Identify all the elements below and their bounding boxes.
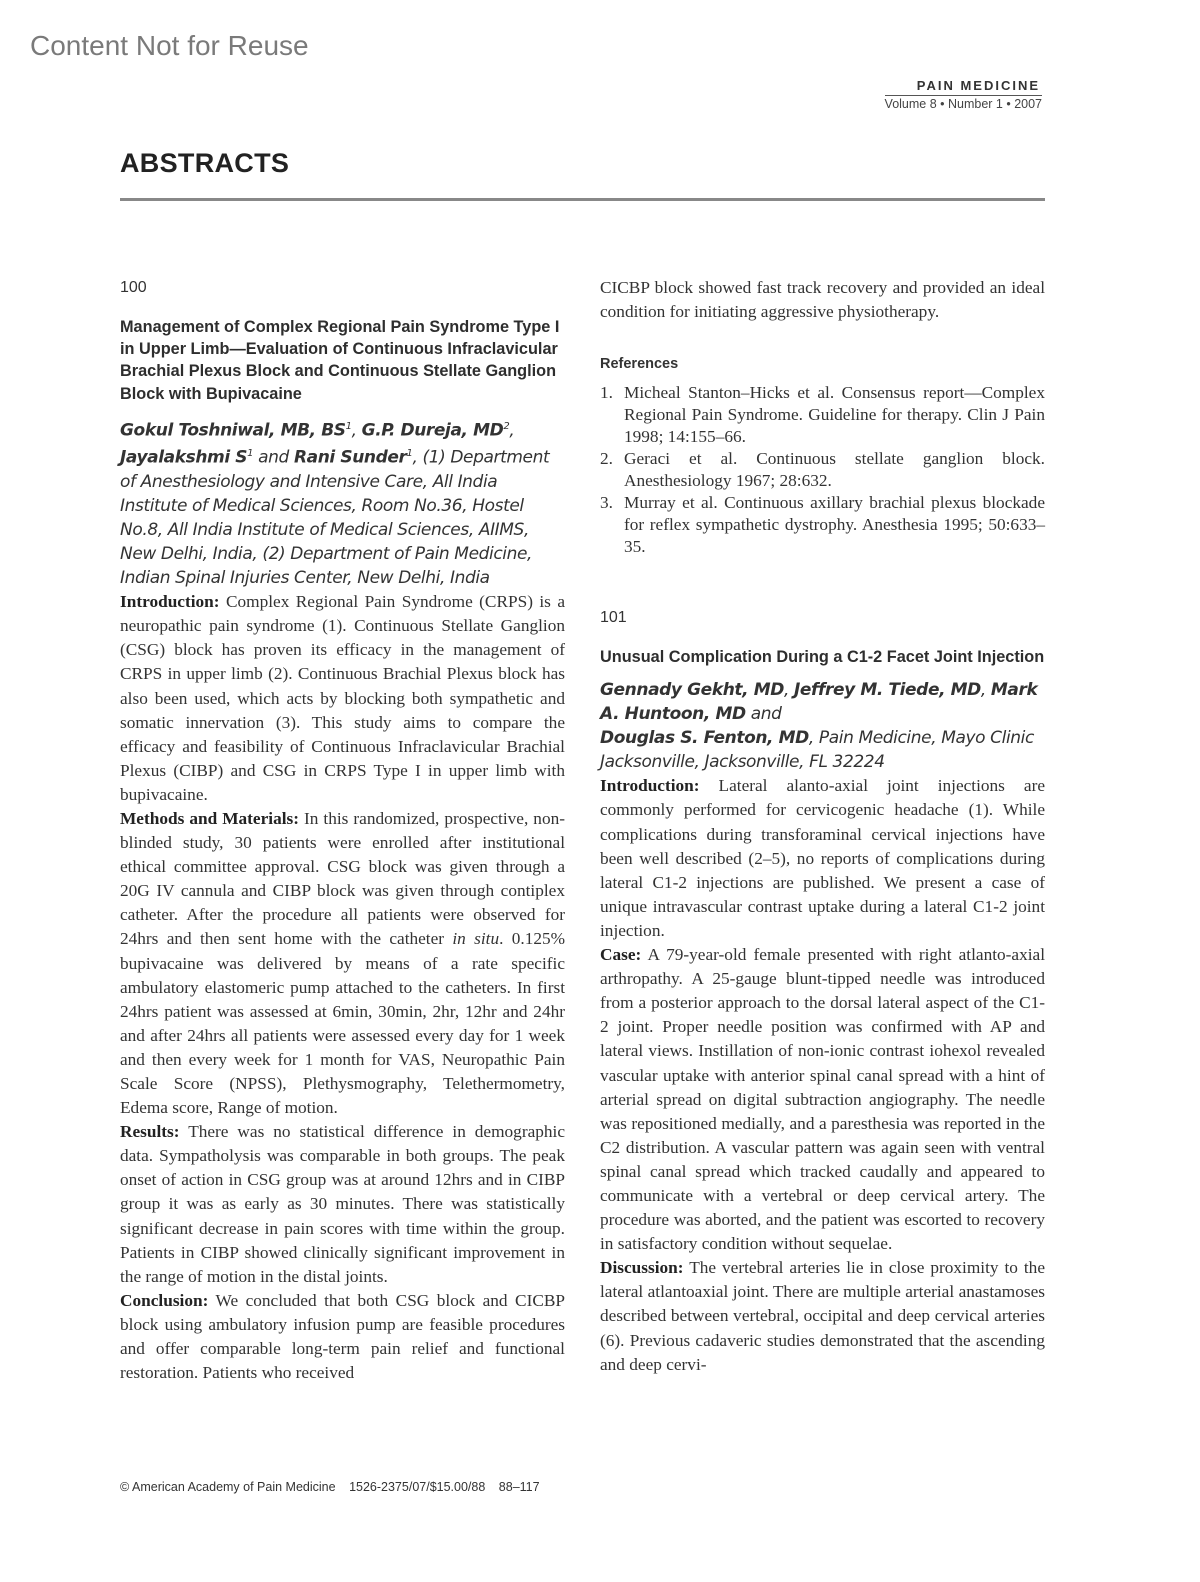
author-name: Jayalakshmi S (120, 448, 248, 469)
author-name: Gennady Gekht, MD (600, 680, 784, 701)
section-text: . 0.125% bupivacaine was delivered by means of a rate specific ambulatory elastomeric pump attached to the catheters. In first 24hrs patient was assessed at 6min, 30min, 2hr, 12hr and 24hr and after 24hrs all patients were assessed every day for 1 week and then every week for 1 month for VAS, Neuropathic Pain Scale Score (NPSS), Plethysmography, Telethermometry, Edema score, Range of motion. (120, 929, 566, 1118)
author-sup: 2 (503, 420, 510, 432)
author-block: Gennady Gekht, MD, Jeffrey M. Tiede, MD, Mark A. Huntoon, MD and Douglas S. Fenton, MD, Pain Medicine, Mayo Clinic Jacksonville, Jacksonville, FL 32224 (600, 680, 1038, 773)
section-label: Conclusion: (120, 1290, 209, 1310)
case-paragraph (600, 943, 1045, 1256)
section-text: Lateral alanto-axial joint injections are commonly performed for cervicogenic headache (1). While complications during transforaminal cervical injections have been well described (2–5), no reports of complications during lateral C1-2 injections are published. We present a case of unique intravascular contrast uptake during a lateral C1-2 joint injection. (600, 776, 1045, 940)
page-footer (120, 1480, 550, 1494)
conclusion-paragraph (120, 1289, 565, 1385)
section-label: Results: (120, 1122, 180, 1142)
reference-item (600, 492, 1045, 558)
column-left (120, 276, 565, 1385)
reference-text: Micheal Stanton–Hicks et al. Consensus report—Complex Regional Pain Syndrome. Guideline for therapy. Clin J Pain 1998; 14:155–66. (624, 383, 1045, 447)
introduction-paragraph (120, 590, 565, 807)
section-text: Complex Regional Pain Syndrome (CRPS) is a neuropathic pain syndrome (1). Continuous Stellate Ganglion (CSG) block has proven its efficacy in the management of CRPS in upper limb (2). Continuous Brachial Plexus block has also been used, which acts by blocking both sympathetic and somatic innervation (3). This study aims to compare the efficacy and feasibility of Continuous Infraclavicular Brachial Plexus (CIBP) and CSG in CRPS Type I in upper limb with bupivacaine. (120, 592, 565, 804)
discussion-paragraph (600, 1256, 1045, 1376)
journal-volume: Volume 8 • Number 1 • 2007 (884, 97, 1042, 111)
references-list (600, 382, 1045, 558)
journal-name: PAIN MEDICINE (885, 78, 1042, 96)
abstract-title: Management of Complex Regional Pain Syndrome Type I in Upper Limb—Evaluation of Continuous Infraclavicular Brachial Plexus Block and Continuous Stellate Ganglion Block with Bupivacaine (120, 318, 560, 403)
copyright: © American Academy of Pain Medicine (120, 1480, 336, 1494)
results-paragraph (120, 1120, 565, 1289)
abstract-title: Unusual Complication During a C1-2 Facet Joint Injection (600, 648, 1045, 667)
author-name: Gokul Toshniwal, MB, BS (120, 420, 346, 441)
reference-item (600, 382, 1045, 448)
author-sup: 1 (406, 448, 413, 460)
reference-number: 2. (600, 449, 613, 469)
author-name: G.P. Dureja, MD (361, 420, 504, 441)
journal-header (885, 78, 1042, 112)
author-name: Jeffrey M. Tiede, MD (793, 680, 981, 701)
conclusion-continued: CICBP block showed fast track recovery and provided an ideal condition for initiating aggressive physiotherapy. (600, 278, 1045, 322)
and-word: and (750, 704, 782, 725)
section-label: Case: (600, 945, 642, 965)
author-name: Mark A. Huntoon, MD (600, 680, 1038, 725)
section-label: Methods and Materials: (120, 808, 299, 828)
issn: 1526-2375/07/$15.00/88 (349, 1480, 486, 1494)
affiliation: (1) Department of Anesthesiology and Intensive Care, All India Institute of Medical Sciences, Room No.36, Hostel No.8, All India Institute of Medical Sciences, AIIMS, New Delhi, India, (2) Department of Pain Medicine, Indian Spinal Injuries Center, New Delhi, India (120, 448, 550, 589)
introduction-paragraph (600, 774, 1045, 943)
reference-text: Geraci et al. Continuous stellate ganglion block. Anesthesiology 1967; 28:632. (624, 449, 1045, 491)
section-text: There was no statistical difference in demographic data. Sympatholysis was comparable in both groups. The peak onset of action in CSG group was at around 12hrs and in CIBP group it was as early as 30 minutes. There was statistically significant decrease in pain scores with time within the group. Patients in CIBP showed clinically significant improvement in the range of motion in the distal joints. (120, 1122, 565, 1286)
reference-number: 1. (600, 383, 613, 403)
references-heading: References (600, 356, 679, 373)
author-block: Gokul Toshniwal, MB, $BS^1$, G.P. Dureja, $MD^2$, Jayalakshmi $S^1$ and Rani Sunder$^1$, (1) Department of Anesthesiology and Intensive Care, All India Institute of Medical Sciences, Room No.36, Hostel No.8, All India Institute of Medical Sciences, AIIMS, New Delhi, India, (2) Department of Pain Medicine, Indian Spinal Injuries Center, New Delhi, India (120, 420, 550, 589)
watermark: Content Not for Reuse (30, 30, 309, 61)
section-text: A 79-year-old female presented with right atlanto-axial arthropathy. A 25-gauge blunt-tipped needle was introduced from a posterior approach to the dorsal lateral aspect of the C1-2 joint. Proper needle position was confirmed with AP and lateral views. Instillation of non-ionic contrast iohexol revealed vascular uptake with anterior spinal canal spread with a hint of arterial spread on digital subtraction angiography. The needle was repositioned medially, and a paresthesia was reported in the C2 distribution. A vascular pattern was again seen with ventral spinal canal spread which tracked caudally and appeared to communicate with a vertebral or deep cervical artery. The procedure was aborted, and the patient was escorted to recovery in satisfactory condition without sequelae. (600, 945, 1045, 1254)
affiliation: Pain Medicine, Mayo Clinic Jacksonville, Jacksonville, FL 32224 (600, 728, 1034, 773)
author-name: Rani Sunder (293, 448, 407, 469)
page-range: 88–117 (498, 1480, 540, 1494)
reference-number: 3. (600, 493, 613, 513)
section-label: Discussion: (600, 1258, 684, 1278)
methods-paragraph (120, 807, 565, 1120)
abstract-number: 101 (600, 609, 627, 627)
section-title: ABSTRACTS (120, 148, 290, 178)
section-text: In this randomized, prospective, non-blinded study, 30 patients were enrolled after institutional ethical committee approval. CSG block was given through a 20G IV cannula and CIBP block was given through contiplex catheter. After the procedure all patients were observed for 24hrs and then sent home with the catheter (120, 808, 565, 949)
section-label: Introduction: (120, 592, 220, 612)
author-sup: 1 (345, 420, 352, 432)
section-text: The vertebral arteries lie in close proximity to the lateral atlantoaxial joint. There are multiple arterial anastamoses described between vertebral, occipital and deep cervical arteries (6). Previous cadaveric studies demonstrated that the ascending and deep cervi- (600, 1258, 1045, 1374)
and-word: and (258, 448, 289, 469)
author-sup: 1 (247, 448, 254, 460)
reference-text: Murray et al. Continuous axillary brachial plexus blockade for reflex sympathetic dystrophy. Anesthesia 1995; 50:633–35. (624, 493, 1045, 557)
header-rule (120, 198, 1045, 201)
column-right (600, 276, 1045, 1377)
section-label: Introduction: (600, 776, 700, 796)
italic-term: in situ (452, 929, 500, 949)
abstract-number: 100 (120, 279, 147, 296)
author-name: Douglas S. Fenton, MD (600, 728, 809, 749)
reference-item (600, 448, 1045, 492)
section-text: We concluded that both CSG block and CICBP block using ambulatory infusion pump are feasible procedures and offer comparable long-term pain relief and functional restoration. Patients who received (120, 1290, 565, 1383)
